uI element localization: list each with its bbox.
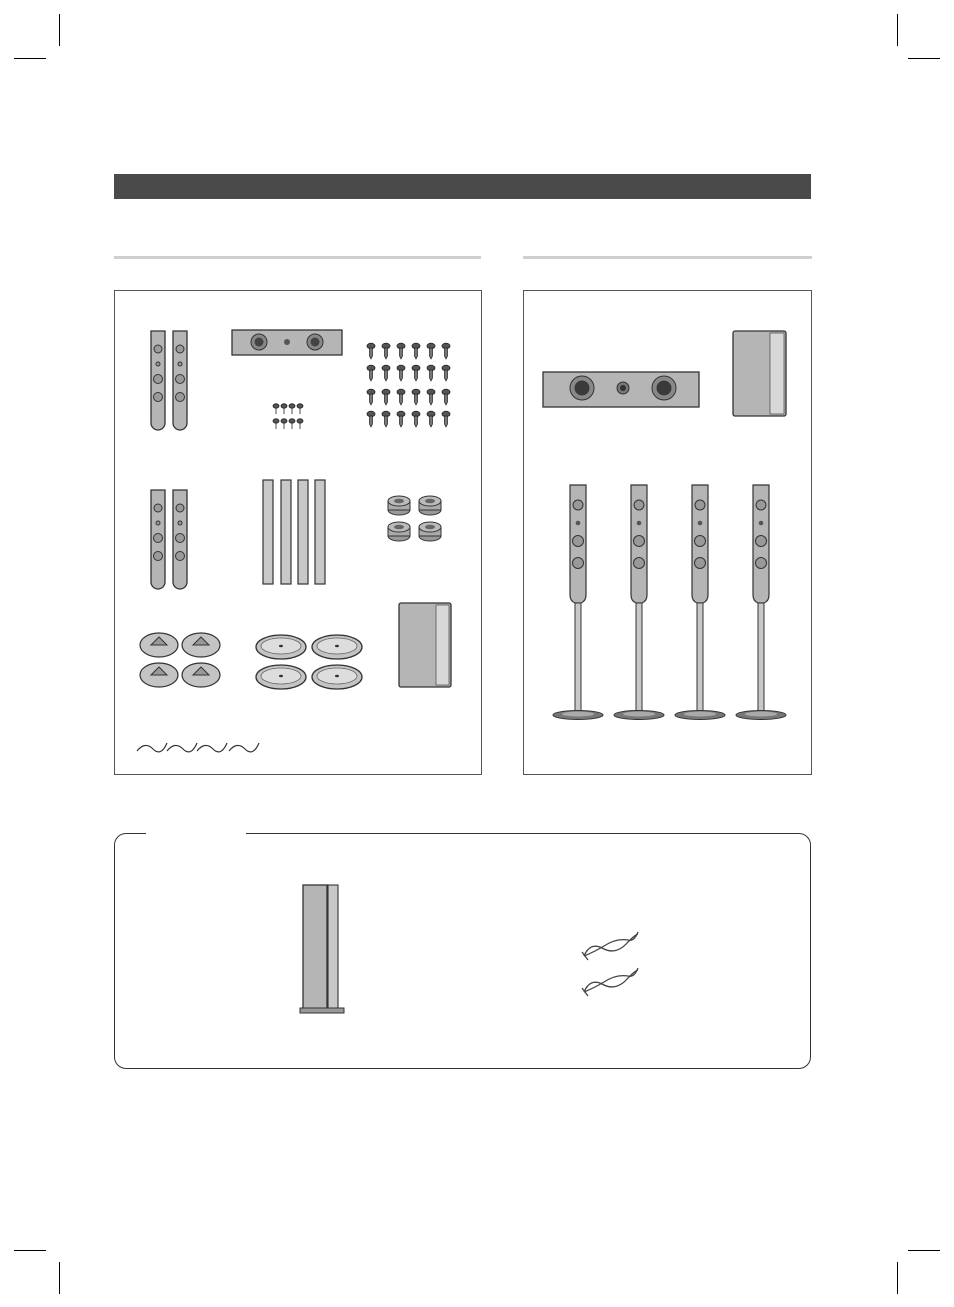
screws-grid-icon [367, 343, 459, 435]
accessories-panel [114, 290, 482, 775]
section-title-bar [114, 174, 811, 199]
crop-mark-br-h [908, 1250, 940, 1251]
tallboy-speakers-icon [552, 483, 802, 721]
stand-bases-icon [139, 631, 229, 693]
crop-mark-br-v [897, 1262, 898, 1294]
accessories-rule [114, 256, 481, 259]
rubber-feet-icon [387, 494, 447, 546]
center-speaker-icon [542, 371, 700, 409]
subwoofer-icon [732, 329, 788, 419]
crop-mark-tr-v [897, 14, 898, 46]
crop-mark-tr-h [908, 58, 940, 59]
crop-mark-tl-h [14, 58, 46, 59]
small-screws-icon [272, 403, 310, 433]
speaker-bracket-pair-icon-2 [149, 488, 193, 592]
crop-mark-bl-h [14, 1250, 46, 1251]
speakers-rule [523, 256, 812, 259]
speakers-panel [523, 290, 812, 775]
optional-parts-tab [146, 829, 246, 837]
crop-mark-bl-v [59, 1262, 60, 1294]
stand-poles-icon [261, 478, 327, 588]
cable-ties-icon [135, 739, 259, 757]
optional-parts-box [114, 833, 811, 1069]
center-bracket-icon [231, 329, 343, 357]
subwoofer-box-icon [398, 601, 452, 689]
speaker-cables-icon [580, 930, 642, 1002]
speaker-bracket-pair-icon [149, 329, 193, 433]
stand-discs-icon [255, 633, 367, 691]
crop-mark-tl-v [59, 14, 60, 46]
wireless-receiver-icon [298, 883, 348, 1015]
